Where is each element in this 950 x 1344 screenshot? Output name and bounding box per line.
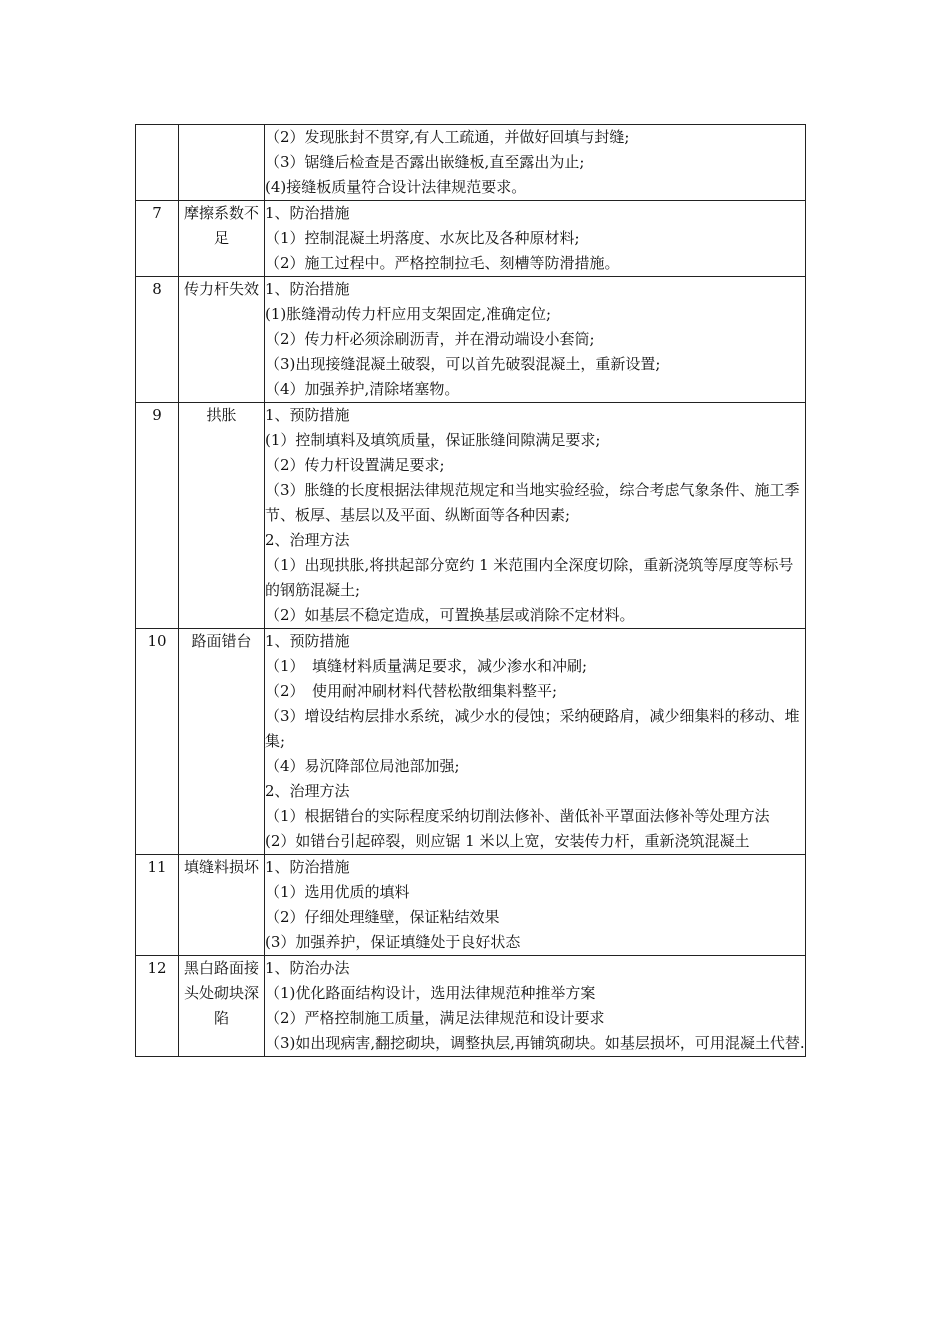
measure-line: （1）控制混凝土坍落度、水灰比及各种原材料; — [265, 229, 580, 247]
measures-cell — [265, 855, 806, 956]
measure-line: （2）仔细处理缝壁，保证粘结效果 — [265, 908, 500, 926]
measure-line: 1、防治措施 — [265, 280, 350, 298]
defect-name — [179, 125, 265, 201]
measure-line: （3）胀缝的长度根据法律规范规定和当地实验经验，综合考虑气象条件、施工季节、板厚、基层以及平面、纵断面等各种因素; — [265, 481, 800, 524]
measures-cell — [265, 201, 806, 277]
measure-line: 1、预防措施 — [265, 632, 350, 650]
measure-line: 1、防治措施 — [265, 204, 350, 222]
measures-cell — [265, 629, 806, 855]
row-number: 9 — [136, 403, 179, 629]
measure-line: （1）选用优质的填料 — [265, 883, 410, 901]
table-row — [136, 956, 806, 1057]
table-row — [136, 125, 806, 201]
measure-line: 2、治理方法 — [265, 531, 350, 549]
measure-line: （1） 填缝材料质量满足要求，减少渗水和冲刷; — [265, 657, 588, 675]
measure-line: (2）如错台引起碎裂，则应锯 1 米以上宽，安装传力杆，重新浇筑混凝土 — [265, 832, 750, 850]
measure-line: 1、防治措施 — [265, 858, 350, 876]
measure-line: 2、治理方法 — [265, 782, 350, 800]
measure-line: (1）控制填料及填筑质量，保证胀缝间隙满足要求; — [265, 431, 601, 449]
measure-line: 1、预防措施 — [265, 406, 350, 424]
table-body — [136, 125, 806, 1057]
measure-line: （1)优化路面结构设计，选用法律规范种推举方案 — [265, 984, 596, 1002]
measure-line: （2）传力杆设置满足要求; — [265, 456, 445, 474]
measure-line: （2）施工过程中。严格控制拉毛、刻槽等防滑措施。 — [265, 254, 620, 272]
row-number: 8 — [136, 277, 179, 403]
measures-cell — [265, 125, 806, 201]
row-number — [136, 125, 179, 201]
measure-line: （1）根据错台的实际程度采纳切削法修补、凿低补平罩面法修补等处理方法 — [265, 807, 770, 825]
measure-line: （3)如出现病害,翻挖砌块，调整执层,再铺筑砌块。如基层损坏，可用混凝土代替. — [265, 1034, 805, 1052]
measure-line: （2）传力杆必须涂刷沥青，并在滑动端设小套筒; — [265, 330, 595, 348]
measures-cell — [265, 277, 806, 403]
defect-name: 路面错台 — [179, 629, 265, 855]
defect-name: 传力杆失效 — [179, 277, 265, 403]
row-number: 7 — [136, 201, 179, 277]
measure-line: （4）加强养护,清除堵塞物。 — [265, 380, 460, 398]
row-number: 12 — [136, 956, 179, 1057]
measure-line: （3)出现接缝混凝土破裂，可以首先破裂混凝土，重新设置; — [265, 355, 661, 373]
table-row — [136, 855, 806, 956]
table-row — [136, 277, 806, 403]
measures-cell — [265, 403, 806, 629]
measure-line: （3）增设结构层排水系统，减少水的侵蚀；采纳硬路肩，减少细集料的移动、堆集; — [265, 707, 800, 750]
defect-name: 填缝料损坏 — [179, 855, 265, 956]
measure-line: (3）加强养护，保证填缝处于良好状态 — [265, 933, 521, 951]
table-row — [136, 403, 806, 629]
defect-name: 黑白路面接头处砌块深陷 — [179, 956, 265, 1057]
defect-name: 摩擦系数不足 — [179, 201, 265, 277]
row-number: 10 — [136, 629, 179, 855]
defect-name: 拱胀 — [179, 403, 265, 629]
table-row — [136, 201, 806, 277]
measure-line: （3）锯缝后检查是否露出嵌缝板,直至露出为止; — [265, 153, 585, 171]
measure-line: 1、防治办法 — [265, 959, 350, 977]
measure-line: （2） 使用耐冲刷材料代替松散细集料整平; — [265, 682, 558, 700]
measure-line: （2）如基层不稳定造成，可置换基层或消除不定材料。 — [265, 606, 635, 624]
measure-line: （2）严格控制施工质量，满足法律规范和设计要求 — [265, 1009, 605, 1027]
defect-measures-table — [135, 124, 806, 1057]
row-number: 11 — [136, 855, 179, 956]
measure-line: （2）发现胀封不贯穿,有人工疏通，并做好回填与封缝; — [265, 128, 630, 146]
measure-line: (1)胀缝滑动传力杆应用支架固定,准确定位; — [265, 305, 552, 323]
measure-line: （4）易沉降部位局池部加强; — [265, 757, 460, 775]
measures-cell — [265, 956, 806, 1057]
measure-line: (4)接缝板质量符合设计法律规范要求。 — [265, 178, 527, 196]
table-row — [136, 629, 806, 855]
measure-line: （1）出现拱胀,将拱起部分宽约 1 米范围内全深度切除，重新浇筑等厚度等标号的钢筋混凝土; — [265, 556, 794, 599]
